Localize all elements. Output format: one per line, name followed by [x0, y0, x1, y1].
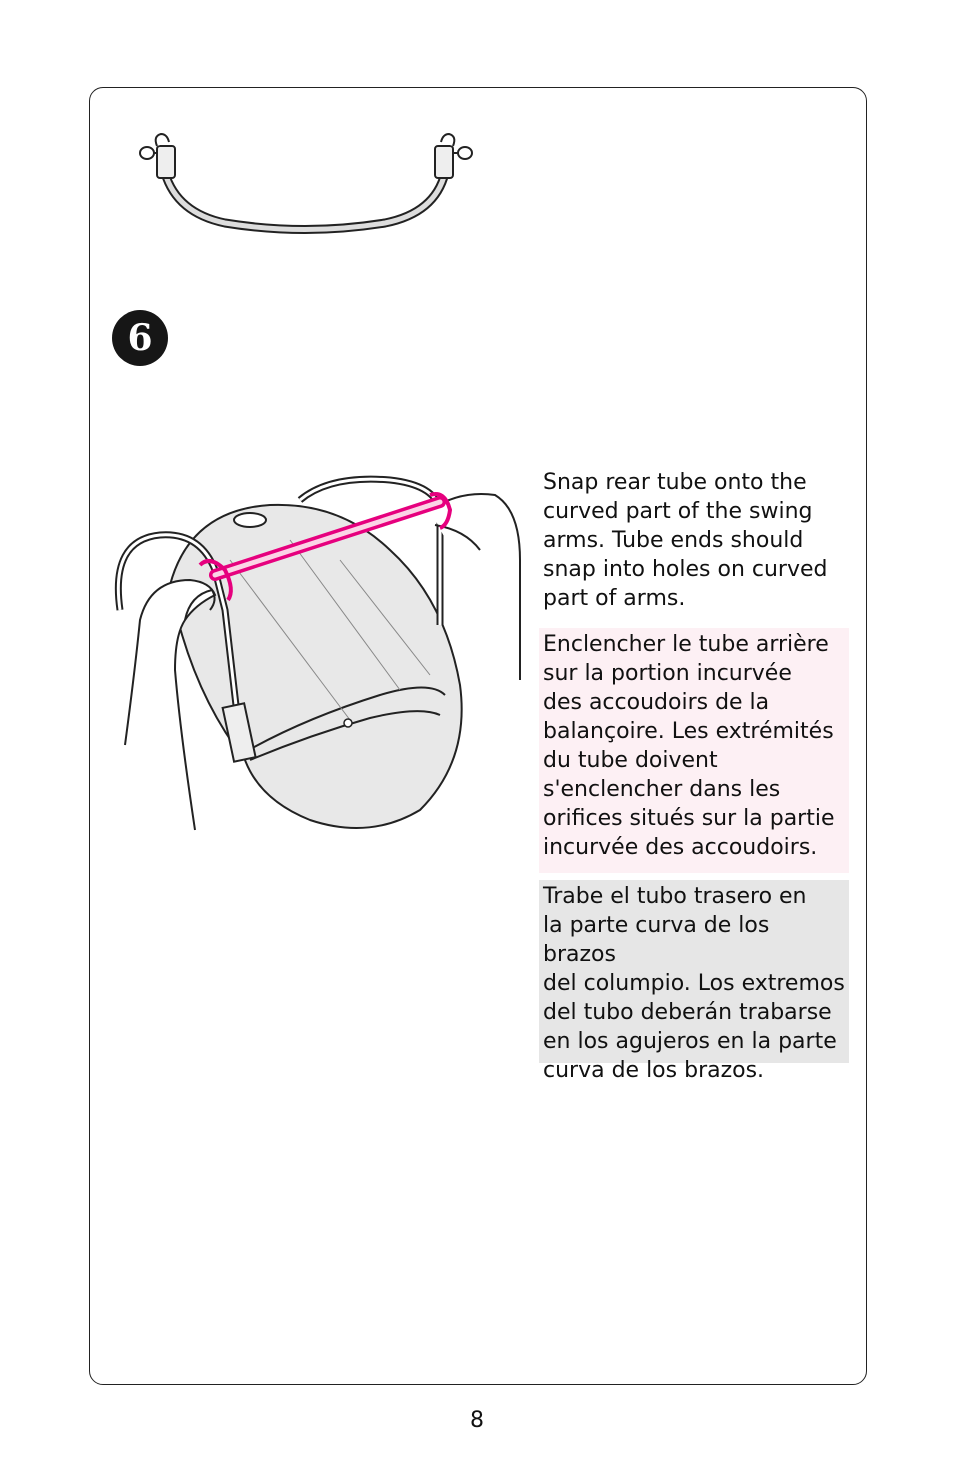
- instruction-english: Snap rear tube onto the curved part of the swing arms. Tube ends should snap into holes on curved part of arms.: [543, 470, 828, 611]
- seat-assembly-illustration: [100, 470, 525, 840]
- instruction-spanish: Trabe el tubo trasero en la parte curva de los brazos del columpio. Los extremos del tubo deberán trabarse en los agujeros en la parte curva de los brazos.: [539, 880, 849, 1063]
- rear-tube-illustration: [135, 128, 480, 238]
- step-number-badge: 6: [112, 310, 168, 366]
- instruction-french: Enclencher le tube arrière sur la portion incurvée des accoudoirs de la balançoire. Les extrémités du tube doivent s'enclencher dans les orifices situés sur la partie incurvée des accoudoirs.: [539, 628, 849, 873]
- page-number: 8: [470, 1408, 484, 1433]
